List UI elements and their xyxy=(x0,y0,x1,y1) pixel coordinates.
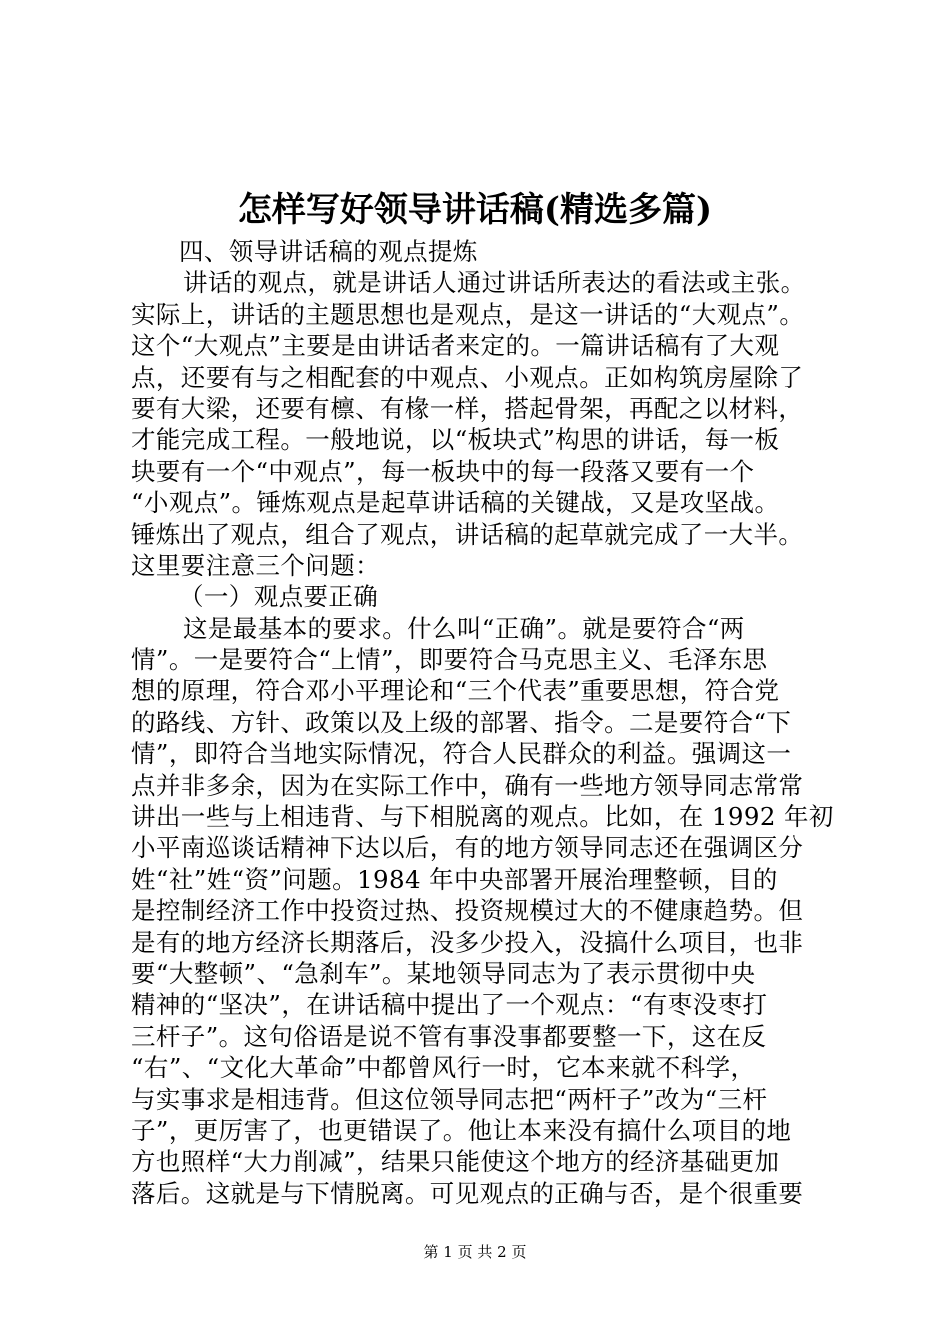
paragraph-line: 情”。一是要符合“上情”，即要符合马克思主义、毛泽东思 xyxy=(131,645,768,675)
paragraph-line: 这是最基本的要求。什么叫“正确”。就是要符合“两 xyxy=(183,613,745,643)
paragraph-line: 才能完成工程。一般地说，以“板块式”构思的讲话，每一板 xyxy=(131,425,780,455)
paragraph-line: 情”，即符合当地实际情况，符合人民群众的利益。强调这一 xyxy=(131,739,792,769)
paragraph-line: 精神的“坚决”，在讲话稿中提出了一个观点：“有枣没枣打 xyxy=(131,990,768,1020)
paragraph-line: “右”、“文化大革命”中都曾风行一时，它本来就不科学， xyxy=(131,1053,756,1083)
paragraph-line: 小平南巡谈话精神下达以后，有的地方领导同志还在强调区分 xyxy=(131,833,804,863)
section-heading: 四、领导讲话稿的观点提炼 xyxy=(179,237,478,266)
paragraph-line: 落后。这就是与下情脱离。可见观点的正确与否，是个很重要 xyxy=(131,1178,804,1208)
paragraph-line: 讲话的观点，就是讲话人通过讲话所表达的看法或主张。 xyxy=(183,268,806,298)
paragraph-line: 讲出一些与上相违背、与下相脱离的观点。比如，在 1992 年初 xyxy=(131,802,834,832)
paragraph-line: 与实事求是相违背。但这位领导同志把“两杆子”改为“三杆 xyxy=(131,1084,768,1114)
paragraph-line: 这个“大观点”主要是由讲话者来定的。一篇讲话稿有了大观 xyxy=(131,331,780,361)
paragraph-line: 块要有一个“中观点”，每一板块中的每一段落又要有一个 xyxy=(131,456,755,486)
paragraph-line: 锤炼出了观点，组合了观点，讲话稿的起草就完成了一大半。 xyxy=(131,519,804,549)
paragraph-line: 要“大整顿”、“急刹车”。某地领导同志为了表示贯彻中央 xyxy=(131,958,756,988)
paragraph-line: 要有大梁，还要有檩、有椽一样，搭起骨架，再配之以材料， xyxy=(131,393,804,423)
paragraph-line: 想的原理，符合邓小平理论和“三个代表”重要思想，符合党 xyxy=(131,676,780,706)
paragraph-line: 点，还要有与之相配套的中观点、小观点。正如构筑房屋除了 xyxy=(131,362,804,392)
paragraph-line: 方也照样“大力削减”，结果只能使这个地方的经济基础更加 xyxy=(131,1147,780,1177)
paragraph-line: 点并非多余，因为在实际工作中，确有一些地方领导同志常常 xyxy=(131,770,804,800)
document-body xyxy=(131,236,851,1209)
document-title: 怎样写好领导讲话稿(精选多篇) xyxy=(237,190,713,230)
paragraph-line: 的路线、方针、政策以及上级的部署、指令。二是要符合“下 xyxy=(131,707,792,737)
subsection-heading: （一）观点要正确 xyxy=(179,582,379,612)
paragraph-line: 这里要注意三个问题： xyxy=(131,550,380,580)
paragraph-line: 是控制经济工作中投资过热、投资规模过大的不健康趋势。但 xyxy=(131,896,804,926)
paragraph-line: 子”，更厉害了，也更错误了。他让本来没有搞什么项目的地 xyxy=(131,1115,792,1145)
paragraph-line: “小观点”。锤炼观点是起草讲话稿的关键战，又是攻坚战。 xyxy=(131,488,780,518)
paragraph-line: 姓“社”姓“资”问题。1984 年中央部署开展治理整顿，目的 xyxy=(131,864,778,894)
paragraph-line: 三杆子”。这句俗语是说不管有事没事都要整一下，这在反 xyxy=(131,1021,767,1051)
paragraph-line: 是有的地方经济长期落后，没多少投入，没搞什么项目，也非 xyxy=(131,927,804,957)
page-footer: 第 1 页 共 2 页 xyxy=(423,1243,527,1261)
paragraph-line: 实际上，讲话的主题思想也是观点，是这一讲话的“大观点”。 xyxy=(131,299,805,329)
